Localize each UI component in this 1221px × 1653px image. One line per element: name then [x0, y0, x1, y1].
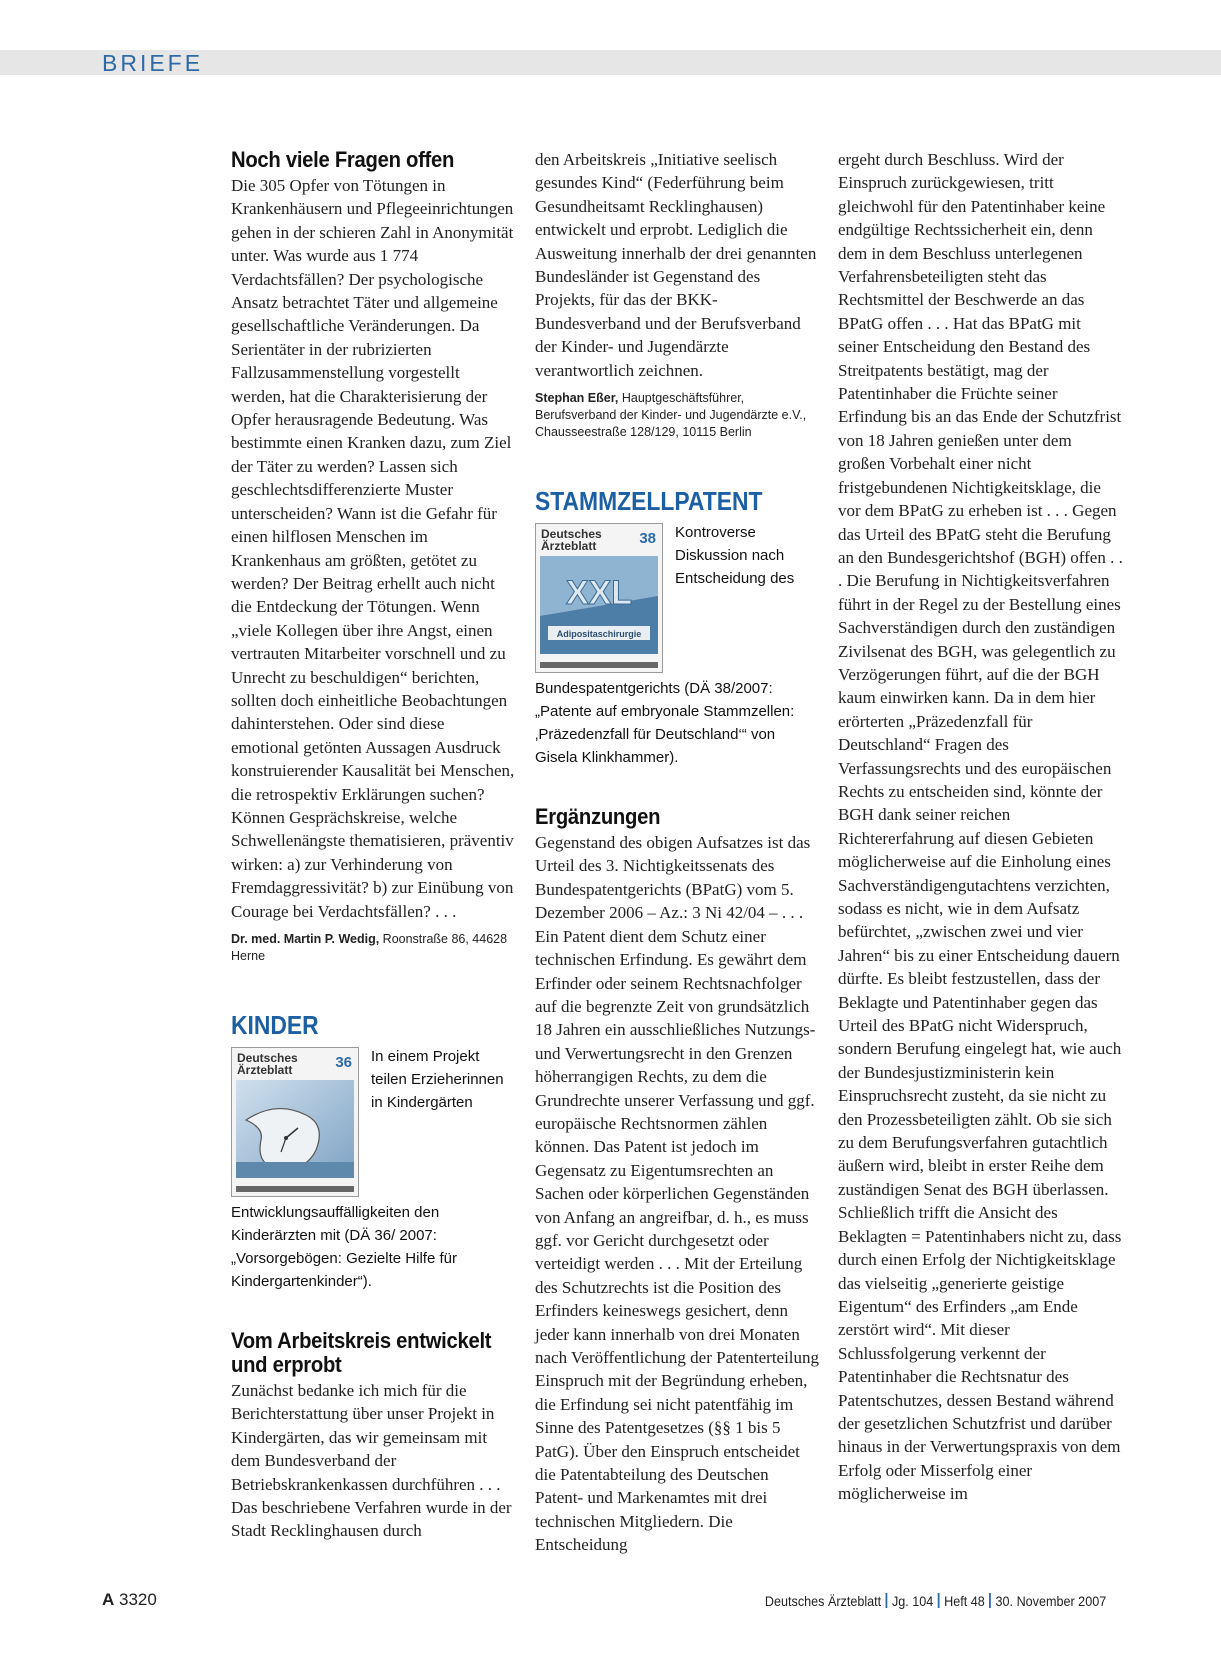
cover-subtitle: Adipositaschirurgie [556, 629, 642, 640]
teaser-kinder [231, 1045, 516, 1293]
teaser-text: In einem Projekt teilen Erzieherinnen in Kindergärten Entwicklungsauffälligkeiten den Kinderärzten mit (DÄ 36/ 2007: „Vorsorgebögen: Gezielte Hilfe für Kindergartenkinder“). [231, 1048, 504, 1290]
article-headline: Ergänzungen [535, 804, 661, 830]
teaser-text: Kontroverse Diskussion nach Entscheidung des Bundespatentgerichts (DÄ 38/2007: „Patente auf embryonale Stammzellen: ‚Präzedenzfall für Deutschland‘“ von Gisela Klinkhammer). [535, 524, 795, 767]
cover-big-text: XXL [565, 574, 633, 613]
column-3 [838, 148, 1123, 1506]
melting-clock-illustration [236, 1080, 354, 1178]
column-2 [535, 148, 820, 1557]
article-body-continued: den Arbeitskreis „Initiative seelisch gesundes Kind“ (Federführung beim Gesundheitsamt Recklinghausen) entwickelt und erprobt. Lediglich die Ausweitung innerhalb der drei genannten Bundesländer ist Gegenstand des Projekts, für das der BKK-Bundesverband und der Berufsverband der Kinder- und Jugendärzte verantwortlich zeichnen. [535, 150, 817, 380]
author-address: Hauptgeschäftsführer, Berufsverband der Kinder- und Jugendärzte e.V., Chausseestraße 128/129, 10115 Berlin [535, 391, 807, 440]
magazine-cover-image [535, 523, 663, 673]
page-number-value: 3320 [119, 1590, 157, 1609]
column-1 [231, 148, 516, 1543]
article-headline: Vom Arbeitskreis entwickelt und erprobt [231, 1328, 492, 1377]
magazine-cover-image [231, 1047, 359, 1197]
page-number [102, 1590, 157, 1610]
author-name: Stephan Eßer, [535, 391, 619, 406]
article-body-continued: ergeht durch Beschluss. Wird der Einspruch zurückgewiesen, tritt gleichwohl für den Patentinhaber keine endgültige Rechtssicherheit ein, denn dem in dem Beschluss unterlegenen Verfahrensbeteiligten steht das Rechtsmittel der Beschwerde an das BPatG offen . . . Hat das BPatG mit seiner Entscheidung den Bestand des Streitpatents bestätigt, mag der Patentinhaber die Früchte seiner Erfindung bis an das Ende der Schutzfrist von 18 Jahren genießen unter dem großen Vorbehalt einer nicht fristgebundenen Nichtigkeitsklage, die vor dem BPatG zu erheben ist . . . Gegen das Urteil des BPatG steht die Berufung an den Bundesgerichtshof (BGH) offen . . . Die Berufung in Nichtigkeitsverfahren führt in der Regel zu der Bestellung eines Sachverständigen durch den zuständigen Zivilsenat des BGH, was gelegentlich zu Verzögerungen führt, auf die der BGH kaum einwirken kann. Da in dem hier erörterten „Präzedenzfall für Deutschland“ Fragen des Verfassungsrechts und des europäischen Rechts zu entscheiden sind, könnte der BGH dank seiner reichen Richtererfahrung auf diesen Gebieten möglicherweise auf die Einholung eines Sachverständigengutachtens verzichten, sodass es nicht, wie in dem Aufsatz befürchtet, „zwischen zwei und vier Jahren“ bis zu einer Entscheidung dauern dürfte. Es bleibt festzustellen, dass der Beklagte und Patentinhaber gegen das Urteil des BPatG nicht Widerspruch, sondern Berufung eingelegt hat, wie auch der Bundesjustizministerin kein Einspruchsrecht zusteht, da sie nicht zu den Prozessbeteiligten zählt. Ob sie sich zu dem Berufungsverfahren gutachtlich äußern wird, bleibt in erster Reihe dem zuständigen Senat des BGH überlassen. Schließlich trifft die Ansicht des Beklagten = Patentinhabers nicht zu, dass durch einen Erfolg der Nichtigkeitsklage das vielseitig „generierte geistige Eigentum“ des Erfinders „am Ende zerstört wird“. Mit dieser Schlussfolgerung verkennt der Patentinhaber die Rechtsnatur des Patentschutzes, dessen Bestand während der gesetzlichen Schutzfrist und darüber hinaus in der Verwertungspraxis von dem Erfolg oder Misserfolg einer möglicherweise im [838, 150, 1123, 1504]
cover-issue-number: 38 [639, 530, 656, 548]
author-signature [535, 390, 820, 441]
article-body: Gegenstand des obigen Aufsatzes ist das Urteil des 3. Nichtigkeitssenats des Bundespatentgerichts (BPatG) vom 5. Dezember 2006 – Az.: 3 Ni 42/04 – . . . Ein Patent dient dem Schutz einer technischen Erfindung. Es gewährt dem Erfinder oder seinem Rechtsnachfolger auf die begrenzte Zeit von grundsätzlich 18 Jahren ein ausschließliches Nutzungs- und Verwertungsrecht in den Grenzen höherrangigen Rechts, zu dem die Grundrechte unserer Verfassung und ggf. europäische Rechtsnormen zählen können. Das Patent ist jedoch im Gegensatz zu Eigentumsrechten an Sachen oder körperlichen Gegenständen von Anfang an angreifbar, d. h., es muss ggf. vor Gericht durchgesetzt oder verteidigt werden . . . Mit der Erteilung des Schutzrechts ist die Position des Erfinders keineswegs gesichert, denn jeder kann innerhalb von drei Monaten nach Veröffentlichung der Patenterteilung Einspruch mit der Begründung erheben, die Erfindung sei nicht patentfähig im Sinne des Patentgesetzes (§§ 1 bis 5 PatG). Über den Einspruch entscheidet die Patentabteilung des Deutschen Patent- und Markenamtes mit drei technischen Mitgliedern. Die Entscheidung [535, 833, 820, 1555]
section-label: BRIEFE [102, 50, 204, 76]
journal-date: 30. November 2007 [995, 1593, 1106, 1609]
journal-issue: Heft 48 [943, 1593, 985, 1609]
teaser-stammzellpatent [535, 521, 820, 769]
cover-title: Deutsches Ärzteblatt [541, 527, 602, 554]
rubric-kinder: KINDER [231, 1010, 319, 1040]
article-body: Die 305 Opfer von Tötungen in Krankenhäusern und Pflegeeinrichtungen gehen in der schieren Zahl in Anonymität unter. Was wurde aus 1 774 Verdachtsfällen? Der psychologische Ansatz betrachtet Täter und allgemeine gesellschaftliche Veränderungen. Da Serientäter in der rubrizierten Fallzusammenstellung vorgestellt werden, hat die Charakterisierung der Opfer herausragende Bedeutung. Was bestimmte einen Kranken dazu, zum Ziel der Täter zu werden? Lassen sich geschlechtsdifferenzierte Muster unterscheiden? Wann ist die Gefahr für einen hilflosen Menschen im Krankenhaus am größten, getötet zu werden? Der Beitrag erhellt auch nicht die Entdeckung der Tötungen. Wenn „viele Kollegen über ihre Angst, einen vertrauten Mitarbeiter vorschnell und zu Unrecht zu beschuldigen“ berichten, sollten doch einheitliche Beobachtungen dahinterstehen. Oder sind diese emotional getönten Aussagen Ausdruck konstruierender Kausalität bei Menschen, die retrospektiv Erklärungen suchen? Können Gesprächskreise, welche Schwellenängste thematisieren, präventiv wirken: a) zur Verhinderung von Fremdaggressivität? b) zur Einübung von Courage bei Verdachtsfällen? . . . [231, 176, 515, 921]
xxl-cover-illustration [540, 556, 658, 654]
author-name: Dr. med. Martin P. Wedig, [231, 932, 380, 946]
journal-name: Deutsches Ärzteblatt [764, 1593, 881, 1609]
author-address: Roonstraße 86, 44628 Herne [231, 932, 508, 963]
article-headline: Noch viele Fragen offen [231, 147, 455, 172]
author-signature [231, 931, 516, 965]
article-body: Zunächst bedanke ich mich für die Berichterstattung über unser Projekt in Kindergärten, das wir gemeinsam mit dem Bundesverband der Betriebskrankenkassen durchführen . . . Das beschriebene Verfahren wurde in der Stadt Recklinghausen durch [231, 1381, 512, 1541]
cover-title: Deutsches Ärzteblatt [237, 1051, 298, 1077]
cover-issue-number: 36 [335, 1054, 352, 1071]
page-letter: A [102, 1590, 115, 1609]
journal-volume: Jg. 104 [891, 1593, 934, 1609]
rubric-stammzellpatent: STAMMZELLPATENT [535, 486, 763, 517]
journal-footer [765, 1593, 1106, 1609]
